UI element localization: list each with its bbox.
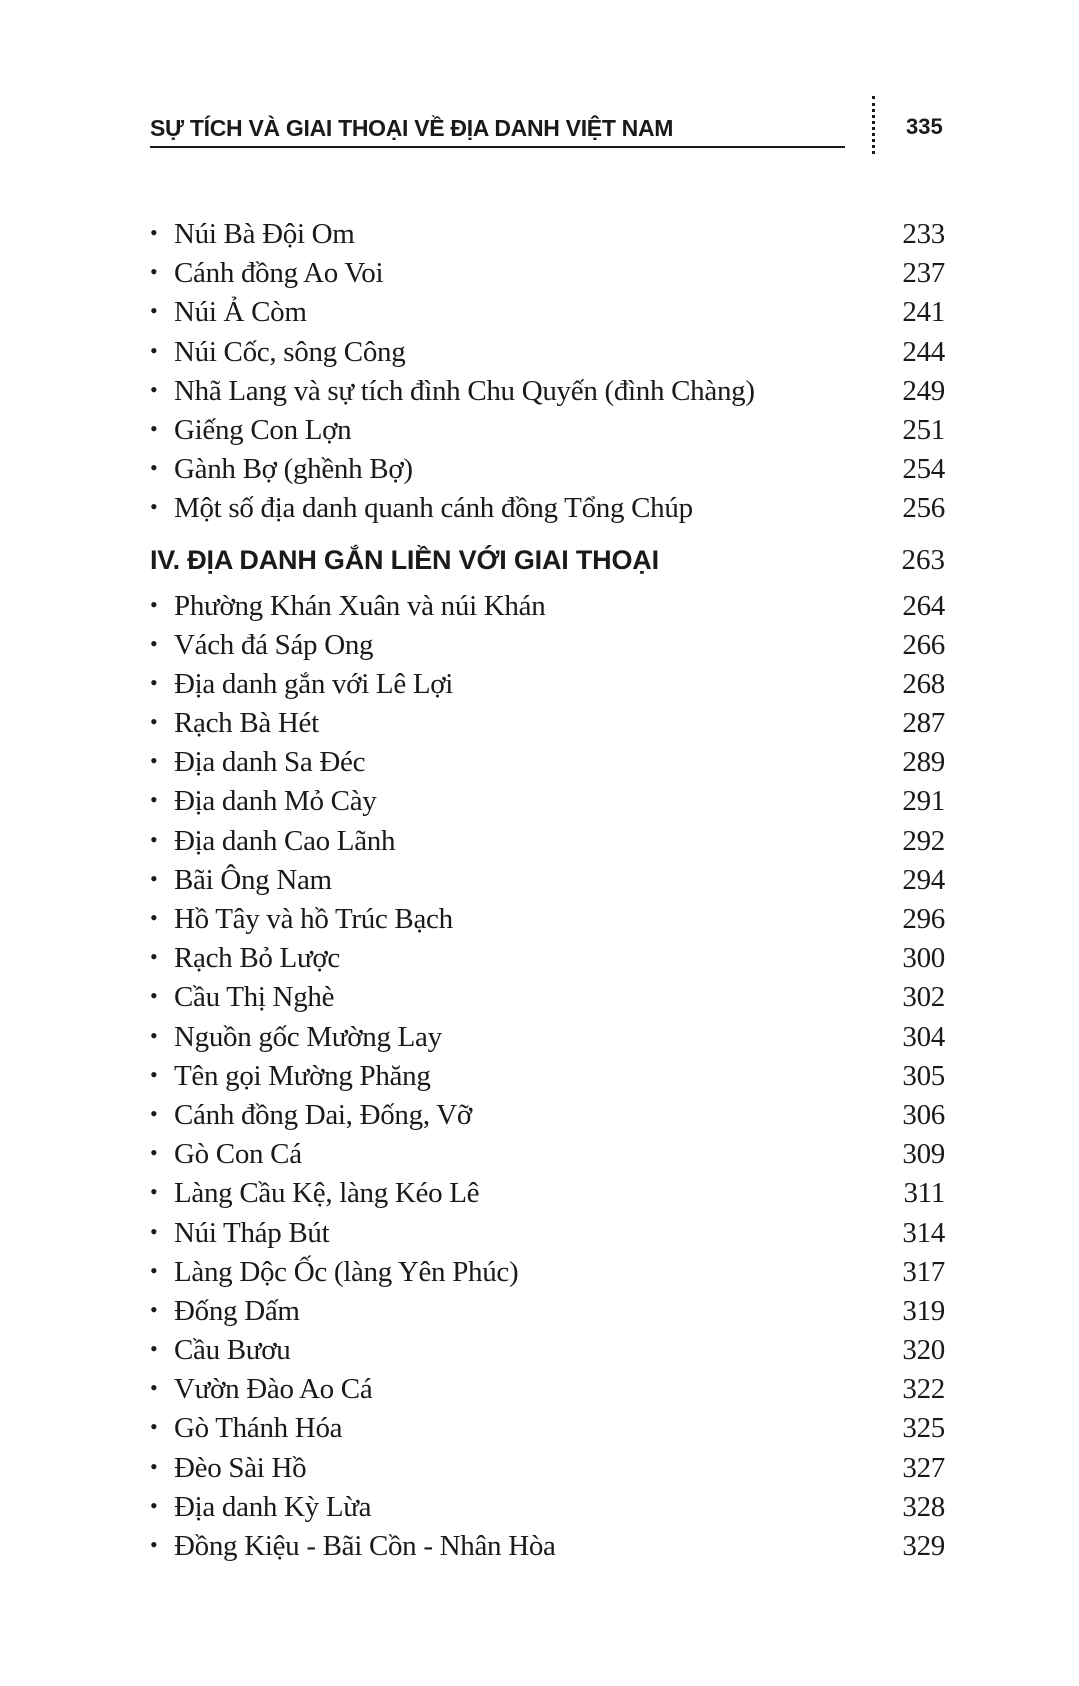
toc-entry-title: Bãi Ông Nam: [174, 863, 332, 896]
toc-entry-title-group: [150, 218, 355, 251]
toc-entry-title: Hồ Tây và hồ Trúc Bạch: [174, 903, 453, 935]
bullet-icon: •: [150, 494, 158, 520]
toc-entry-title-group: [150, 1060, 431, 1093]
toc-entry-page-number: 314: [902, 1216, 945, 1249]
toc-entry-title-group: [150, 864, 332, 897]
toc-entry-page-number: 291: [902, 785, 945, 818]
toc-entries-before: [150, 218, 945, 532]
toc-entry-page-number: 266: [902, 628, 945, 661]
toc-entry: [150, 492, 945, 531]
toc-entry-title: Gành Bợ (ghềnh Bợ): [174, 453, 413, 486]
toc-entry-page-number: 292: [902, 824, 945, 857]
toc-entry-page-number: 268: [902, 667, 945, 700]
toc-entry: [150, 1060, 945, 1099]
toc-entry-page-number: 264: [902, 589, 945, 622]
bullet-icon: •: [150, 1453, 158, 1479]
bullet-icon: •: [150, 1414, 158, 1440]
toc-entry-page-number: 304: [902, 1020, 945, 1053]
bullet-icon: •: [150, 1257, 158, 1283]
toc-entry: [150, 785, 945, 824]
toc-entry-page-number: 251: [902, 413, 945, 446]
toc-entry: [150, 453, 945, 492]
toc-entry: [150, 981, 945, 1020]
toc-entry-title: Giếng Con Lợn: [174, 413, 352, 446]
toc-entry: [150, 1021, 945, 1060]
toc-entry-page-number: 320: [902, 1334, 945, 1367]
toc-entry-title-group: [150, 1295, 300, 1328]
bullet-icon: •: [150, 1022, 158, 1048]
toc-entry-title-group: [150, 981, 334, 1014]
toc-entry-title-group: [150, 1412, 342, 1445]
toc-entry-title: Địa danh gắn với Lê Lợi: [174, 667, 454, 700]
toc-entry-page-number: 256: [902, 492, 945, 525]
toc-entry-page-number: 319: [902, 1294, 945, 1327]
bullet-icon: •: [150, 944, 158, 970]
toc-entry-title: Rạch Bà Hét: [174, 707, 319, 740]
toc-entry-title: Núi Ả Còm: [174, 296, 307, 329]
toc-entry-title-group: [150, 375, 755, 408]
toc-entry-page-number: 305: [902, 1059, 945, 1092]
bullet-icon: •: [150, 1140, 158, 1166]
bullet-icon: •: [150, 1061, 158, 1087]
toc-entry-title-group: [150, 1491, 371, 1524]
toc-entry-title: Núi Bà Đội Om: [174, 218, 355, 250]
toc-entry: [150, 1412, 945, 1451]
toc-entry-title-group: [150, 707, 319, 740]
toc-entry-page-number: 254: [902, 453, 945, 486]
toc-entry: [150, 1491, 945, 1530]
toc-entry-page-number: 317: [902, 1255, 945, 1288]
toc-entry-page-number: 327: [902, 1451, 945, 1484]
toc-entry: [150, 1373, 945, 1412]
toc-entry-title: Địa danh Kỳ Lừa: [174, 1490, 372, 1523]
toc-entry-page-number: 302: [902, 981, 945, 1014]
toc-entry: [150, 1177, 945, 1216]
toc-entry: [150, 1530, 945, 1569]
bullet-icon: •: [150, 455, 158, 481]
toc-entry-title: Cầu Thị Nghè: [174, 981, 335, 1014]
toc-entry-title: Cánh đồng Ao Voi: [174, 257, 384, 290]
toc-entry: [150, 1138, 945, 1177]
toc-entries-after: [150, 590, 945, 1570]
section-title: IV. ĐỊA DANH GẮN LIỀN VỚI GIAI THOẠI: [150, 544, 659, 575]
toc-entry-title-group: [150, 746, 365, 779]
section-page-number: 263: [901, 543, 945, 576]
toc-entry-title: Núi Cốc, sông Công: [174, 335, 406, 368]
header-vertical-rule: [872, 96, 875, 154]
bullet-icon: •: [150, 1492, 158, 1518]
toc-entry-title-group: [150, 942, 340, 975]
toc-entry-title: Vách đá Sáp Ong: [174, 628, 374, 661]
toc-entry-page-number: 306: [902, 1098, 945, 1131]
toc-entry-title-group: [150, 1138, 302, 1171]
toc-entry: [150, 1452, 945, 1491]
toc-entry-title-group: [150, 1217, 329, 1250]
toc-entry-page-number: 237: [902, 257, 945, 290]
toc-entry-page-number: 289: [902, 746, 945, 779]
toc-entry-title: Gò Thánh Hóa: [174, 1412, 343, 1445]
toc-entry-title-group: [150, 492, 693, 525]
toc-entry: [150, 1099, 945, 1138]
toc-entry-title-group: [150, 296, 307, 329]
toc-entry-page-number: 296: [902, 903, 945, 935]
bullet-icon: •: [150, 787, 158, 813]
toc-entry-page-number: 287: [902, 707, 945, 740]
toc-entry: [150, 707, 945, 746]
toc-entry-title-group: [150, 1452, 306, 1485]
bullet-icon: •: [150, 1296, 158, 1322]
bullet-icon: •: [150, 1179, 158, 1205]
toc-entry: [150, 746, 945, 785]
toc-entry-title-group: [150, 336, 405, 369]
toc-entry-title-group: [150, 668, 453, 701]
toc-entry-page-number: 322: [902, 1373, 945, 1406]
toc-entry-page-number: 329: [902, 1530, 945, 1562]
toc-entry-page-number: 233: [902, 218, 945, 250]
toc-entry: [150, 1295, 945, 1334]
bullet-icon: •: [150, 1532, 158, 1557]
running-header: [150, 106, 845, 148]
toc-entry-title-group: [150, 1334, 290, 1367]
toc-entry-page-number: 300: [902, 942, 945, 975]
toc-entry-title-group: [150, 1021, 442, 1054]
bullet-icon: •: [150, 826, 158, 852]
toc-entry-title: Núi Tháp Bút: [174, 1216, 330, 1249]
toc-entry: [150, 629, 945, 668]
toc-entry: [150, 903, 945, 942]
bullet-icon: •: [150, 298, 158, 324]
toc-entry-title: Làng Dộc Ốc (làng Yên Phúc): [174, 1255, 519, 1288]
toc-entry-title: Gò Con Cá: [174, 1138, 302, 1171]
toc-entry-title: Làng Cầu Kệ, làng Kéo Lê: [174, 1177, 480, 1210]
toc-entry-title: Nguồn gốc Mường Lay: [174, 1020, 442, 1053]
toc-entry: [150, 296, 945, 335]
toc-entry-title: Tên gọi Mường Phăng: [174, 1059, 431, 1092]
bullet-icon: •: [150, 591, 158, 617]
toc-entry-page-number: 294: [902, 863, 945, 896]
toc-entry-title: Địa danh Sa Đéc: [174, 746, 366, 779]
toc-entry: [150, 257, 945, 296]
toc-entry-title-group: [150, 590, 545, 623]
toc-entry-title: Nhã Lang và sự tích đình Chu Quyến (đình Chàng): [174, 374, 755, 407]
toc-entry-title: Vườn Đào Ao Cá: [174, 1373, 373, 1406]
toc-entry-title-group: [150, 903, 453, 936]
toc-entry-page-number: 244: [902, 335, 945, 368]
bullet-icon: •: [150, 1218, 158, 1244]
toc-entry: [150, 1217, 945, 1256]
toc-entry-title-group: [150, 825, 395, 858]
bullet-icon: •: [150, 415, 158, 441]
toc-entry: [150, 825, 945, 864]
toc-entry-title-group: [150, 785, 377, 818]
toc-entry-title: Rạch Bỏ Lược: [174, 942, 340, 975]
table-of-contents: [150, 218, 945, 1569]
toc-entry-title: Đèo Sài Hồ: [174, 1451, 307, 1484]
bullet-icon: •: [150, 905, 158, 930]
toc-entry-title-group: [150, 1177, 479, 1210]
toc-entry-title: Địa danh Mỏ Cày: [174, 785, 377, 818]
toc-entry-page-number: 325: [902, 1412, 945, 1445]
toc-entry: [150, 1334, 945, 1373]
bullet-icon: •: [150, 630, 158, 656]
toc-entry-page-number: 249: [902, 374, 945, 407]
bullet-icon: •: [150, 376, 158, 402]
toc-entry-page-number: 311: [903, 1177, 945, 1210]
toc-entry-title-group: [150, 257, 383, 290]
toc-entry-title: Cánh đồng Dai, Đống, Vỡ: [174, 1098, 472, 1131]
toc-entry: [150, 218, 945, 257]
bullet-icon: •: [150, 1100, 158, 1126]
toc-entry: [150, 942, 945, 981]
toc-entry-title-group: [150, 1530, 556, 1563]
toc-entry-title-group: [150, 629, 373, 662]
bullet-icon: •: [150, 220, 158, 245]
toc-entry: [150, 590, 945, 629]
toc-entry: [150, 1256, 945, 1295]
toc-entry-page-number: 309: [902, 1138, 945, 1171]
toc-section-heading: [150, 532, 945, 590]
bullet-icon: •: [150, 709, 158, 735]
toc-entry: [150, 336, 945, 375]
toc-entry-title: Cầu Bươu: [174, 1334, 291, 1367]
toc-entry-title: Đồng Kiệu - Bãi Cồn - Nhân Hòa: [174, 1530, 556, 1562]
toc-entry-title-group: [150, 1373, 372, 1406]
bullet-icon: •: [150, 983, 158, 1009]
bullet-icon: •: [150, 1375, 158, 1401]
bullet-icon: •: [150, 259, 158, 285]
toc-entry: [150, 375, 945, 414]
toc-entry-title: Đống Dấm: [174, 1294, 300, 1327]
toc-entry-page-number: 241: [902, 296, 945, 329]
toc-entry: [150, 668, 945, 707]
toc-entry: [150, 414, 945, 453]
page-number: 335: [906, 114, 943, 139]
bullet-icon: •: [150, 865, 158, 891]
toc-entry-page-number: 328: [902, 1490, 945, 1523]
toc-entry-title: Một số địa danh quanh cánh đồng Tổng Chúp: [174, 492, 693, 525]
toc-entry-title: Phường Khán Xuân và núi Khán: [174, 589, 546, 622]
toc-entry: [150, 864, 945, 903]
bullet-icon: •: [150, 1336, 158, 1362]
bullet-icon: •: [150, 337, 158, 363]
toc-entry-title-group: [150, 1099, 472, 1132]
toc-entry-title-group: [150, 414, 351, 447]
running-title: SỰ TÍCH VÀ GIAI THOẠI VỀ ĐỊA DANH VIỆT NAM: [150, 115, 674, 141]
toc-entry-title-group: [150, 1256, 518, 1289]
bullet-icon: •: [150, 748, 158, 774]
bullet-icon: •: [150, 669, 158, 695]
toc-entry-title-group: [150, 453, 413, 486]
toc-entry-title: Địa danh Cao Lãnh: [174, 824, 396, 857]
